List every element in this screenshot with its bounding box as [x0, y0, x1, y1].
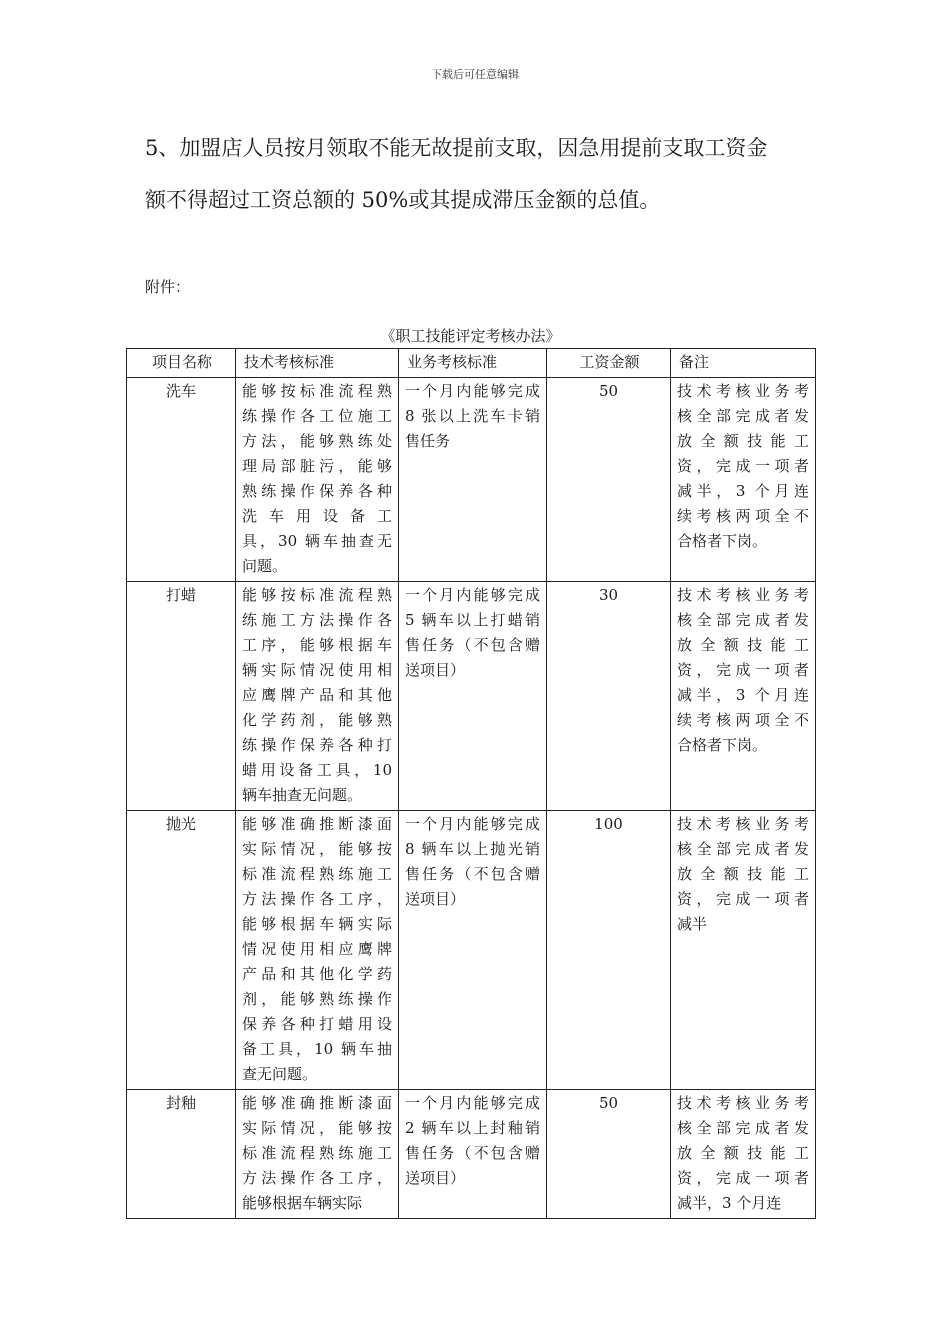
cell-tech-standard-line: 能够按标准流程熟	[242, 586, 392, 604]
cell-business-standard-line: 8 张以上洗车卡销	[405, 407, 540, 425]
cell-remarks-line: 放 全 额 技 能 工	[677, 636, 809, 654]
cell-remarks	[671, 811, 816, 1090]
cell-business-standard-line: 5 辆车以上打蜡销	[405, 611, 540, 629]
cell-tech-standard-line: 辆实际情况使用相	[242, 661, 392, 679]
cell-business-standard	[399, 811, 547, 1090]
cell-tech-standard-line: 标准流程熟练施工	[242, 865, 392, 883]
cell-remarks-line: 减半，3 个月连	[677, 1194, 782, 1212]
cell-wage-amount: 50	[547, 378, 671, 582]
cell-remarks-line: 资，完成一项者	[677, 890, 809, 908]
table-row	[127, 1090, 816, 1219]
cell-business-standard	[399, 582, 547, 811]
cell-tech-standard-line: 蜡用设备工具，10	[242, 761, 392, 779]
cell-tech-standard-line: 方法，能够熟练处	[242, 432, 392, 450]
cell-business-standard	[399, 1090, 547, 1219]
cell-tech-standard-line: 情况使用相应鹰牌	[242, 940, 392, 958]
cell-tech-standard-line: 理局部脏污，能够	[242, 457, 392, 475]
cell-tech-standard	[236, 378, 399, 582]
cell-tech-standard-line: 工序，能够根据车	[242, 636, 392, 654]
header-business-standard: 业务考核标准	[399, 349, 547, 378]
cell-remarks-line: 核全部完成者发	[677, 611, 809, 629]
cell-tech-standard-line: 练操作保养各种打	[242, 736, 392, 754]
cell-business-standard-line: 一个月内能够完成	[405, 382, 540, 400]
table-header-row	[127, 349, 816, 378]
cell-tech-standard-line: 练操作各工位施工	[242, 407, 392, 425]
cell-tech-standard-line: 能够按标准流程熟	[242, 382, 392, 400]
cell-tech-standard-line: 实际情况，能够按	[242, 840, 392, 858]
cell-business-standard-line: 一个月内能够完成	[405, 1094, 540, 1112]
cell-tech-standard-line: 辆车抽查无问题。	[242, 786, 363, 804]
cell-item-name: 打蜡	[127, 582, 236, 811]
cell-item-name: 抛光	[127, 811, 236, 1090]
cell-tech-standard-line: 方法操作各工序，	[242, 1169, 392, 1187]
cell-remarks	[671, 378, 816, 582]
cell-business-standard-line: 一个月内能够完成	[405, 815, 540, 833]
cell-remarks-line: 资，完成一项者	[677, 457, 809, 475]
cell-tech-standard-line: 标准流程熟练施工	[242, 1144, 392, 1162]
cell-remarks-line: 合格者下岗。	[677, 532, 768, 550]
cell-remarks	[671, 582, 816, 811]
cell-tech-standard-line: 练施工方法操作各	[242, 611, 392, 629]
cell-business-standard	[399, 378, 547, 582]
cell-tech-standard-line: 产品和其他化学药	[242, 965, 392, 983]
cell-wage-amount: 100	[547, 811, 671, 1090]
cell-remarks-line: 续考核两项全不	[677, 507, 809, 525]
cell-business-standard-line: 送项目）	[405, 1169, 466, 1187]
cell-business-standard-line: 送项目）	[405, 890, 466, 908]
cell-remarks-line: 放 全 额 技 能 工	[677, 432, 809, 450]
paragraph-line-2: 额不得超过工资总额的 50%或其提成滞压金额的总值。	[145, 188, 661, 212]
cell-remarks-line: 核全部完成者发	[677, 407, 809, 425]
cell-tech-standard-line: 应鹰牌产品和其他	[242, 686, 392, 704]
cell-business-standard-line: 一个月内能够完成	[405, 586, 540, 604]
cell-tech-standard-line: 问题。	[242, 557, 288, 575]
table-row	[127, 378, 816, 582]
cell-tech-standard	[236, 1090, 399, 1219]
cell-business-standard-line: 售任务（不包含赠	[405, 1144, 540, 1162]
cell-remarks	[671, 1090, 816, 1219]
cell-tech-standard	[236, 811, 399, 1090]
cell-remarks-line: 资，完成一项者	[677, 1169, 809, 1187]
header-tech-standard: 技术考核标准	[236, 349, 399, 378]
cell-tech-standard-line: 查无问题。	[242, 1065, 318, 1083]
cell-tech-standard-line: 剂，能够熟练操作	[242, 990, 392, 1008]
cell-tech-standard-line: 方法操作各工序，	[242, 890, 392, 908]
table-row	[127, 582, 816, 811]
cell-remarks-line: 资，完成一项者	[677, 661, 809, 679]
cell-remarks-line: 技术考核业务考	[677, 815, 809, 833]
cell-tech-standard-line: 洗 车 用 设 备 工	[242, 507, 392, 525]
cell-tech-standard-line: 备工具，10 辆车抽	[242, 1040, 392, 1058]
cell-wage-amount: 30	[547, 582, 671, 811]
attachment-label: 附件：	[145, 278, 191, 296]
cell-tech-standard-line: 具，30 辆车抽查无	[242, 532, 392, 550]
cell-remarks-line: 合格者下岗。	[677, 736, 768, 754]
cell-remarks-line: 续考核两项全不	[677, 711, 809, 729]
cell-remarks-line: 核全部完成者发	[677, 1119, 809, 1137]
cell-remarks-line: 减半，3 个月连	[677, 686, 809, 704]
cell-item-name: 封釉	[127, 1090, 236, 1219]
cell-tech-standard-line: 熟练操作保养各种	[242, 482, 392, 500]
paragraph-line-1: 5、加盟店人员按月领取不能无故提前支取，因急用提前支取工资金	[145, 136, 768, 160]
cell-business-standard-line: 售任务（不包含赠	[405, 865, 540, 883]
cell-business-standard-line: 售任务	[405, 432, 451, 450]
assessment-table	[126, 348, 816, 1219]
cell-business-standard-line: 8 辆车以上抛光销	[405, 840, 540, 858]
cell-wage-amount: 50	[547, 1090, 671, 1219]
cell-tech-standard	[236, 582, 399, 811]
cell-remarks-line: 减半，3 个月连	[677, 482, 809, 500]
cell-tech-standard-line: 能够根据车辆实际	[242, 915, 392, 933]
header-remarks: 备注	[671, 349, 816, 378]
cell-remarks-line: 放 全 额 技 能 工	[677, 865, 809, 883]
table-title: 《职工技能评定考核办法》	[380, 327, 561, 345]
cell-tech-standard-line: 实际情况，能够按	[242, 1119, 392, 1137]
cell-business-standard-line: 送项目）	[405, 661, 466, 679]
cell-remarks-line: 技术考核业务考	[677, 1094, 809, 1112]
cell-business-standard-line: 2 辆车以上封釉销	[405, 1119, 540, 1137]
paragraph-rule-5	[145, 122, 825, 226]
cell-remarks-line: 技术考核业务考	[677, 382, 809, 400]
cell-tech-standard-line: 保养各种打蜡用设	[242, 1015, 392, 1033]
cell-tech-standard-line: 能够根据车辆实际	[242, 1194, 363, 1212]
cell-tech-standard-line: 能够准确推断漆面	[242, 815, 392, 833]
header-note: 下载后可任意编辑	[431, 68, 519, 81]
cell-remarks-line: 技术考核业务考	[677, 586, 809, 604]
cell-tech-standard-line: 化学药剂，能够熟	[242, 711, 392, 729]
cell-tech-standard-line: 能够准确推断漆面	[242, 1094, 392, 1112]
table-row	[127, 811, 816, 1090]
cell-remarks-line: 核全部完成者发	[677, 840, 809, 858]
cell-remarks-line: 减半	[677, 915, 708, 933]
cell-business-standard-line: 售任务（不包含赠	[405, 636, 540, 654]
cell-item-name: 洗车	[127, 378, 236, 582]
cell-remarks-line: 放 全 额 技 能 工	[677, 1144, 809, 1162]
header-wage-amount: 工资金额	[547, 349, 671, 378]
header-item-name: 项目名称	[127, 349, 236, 378]
